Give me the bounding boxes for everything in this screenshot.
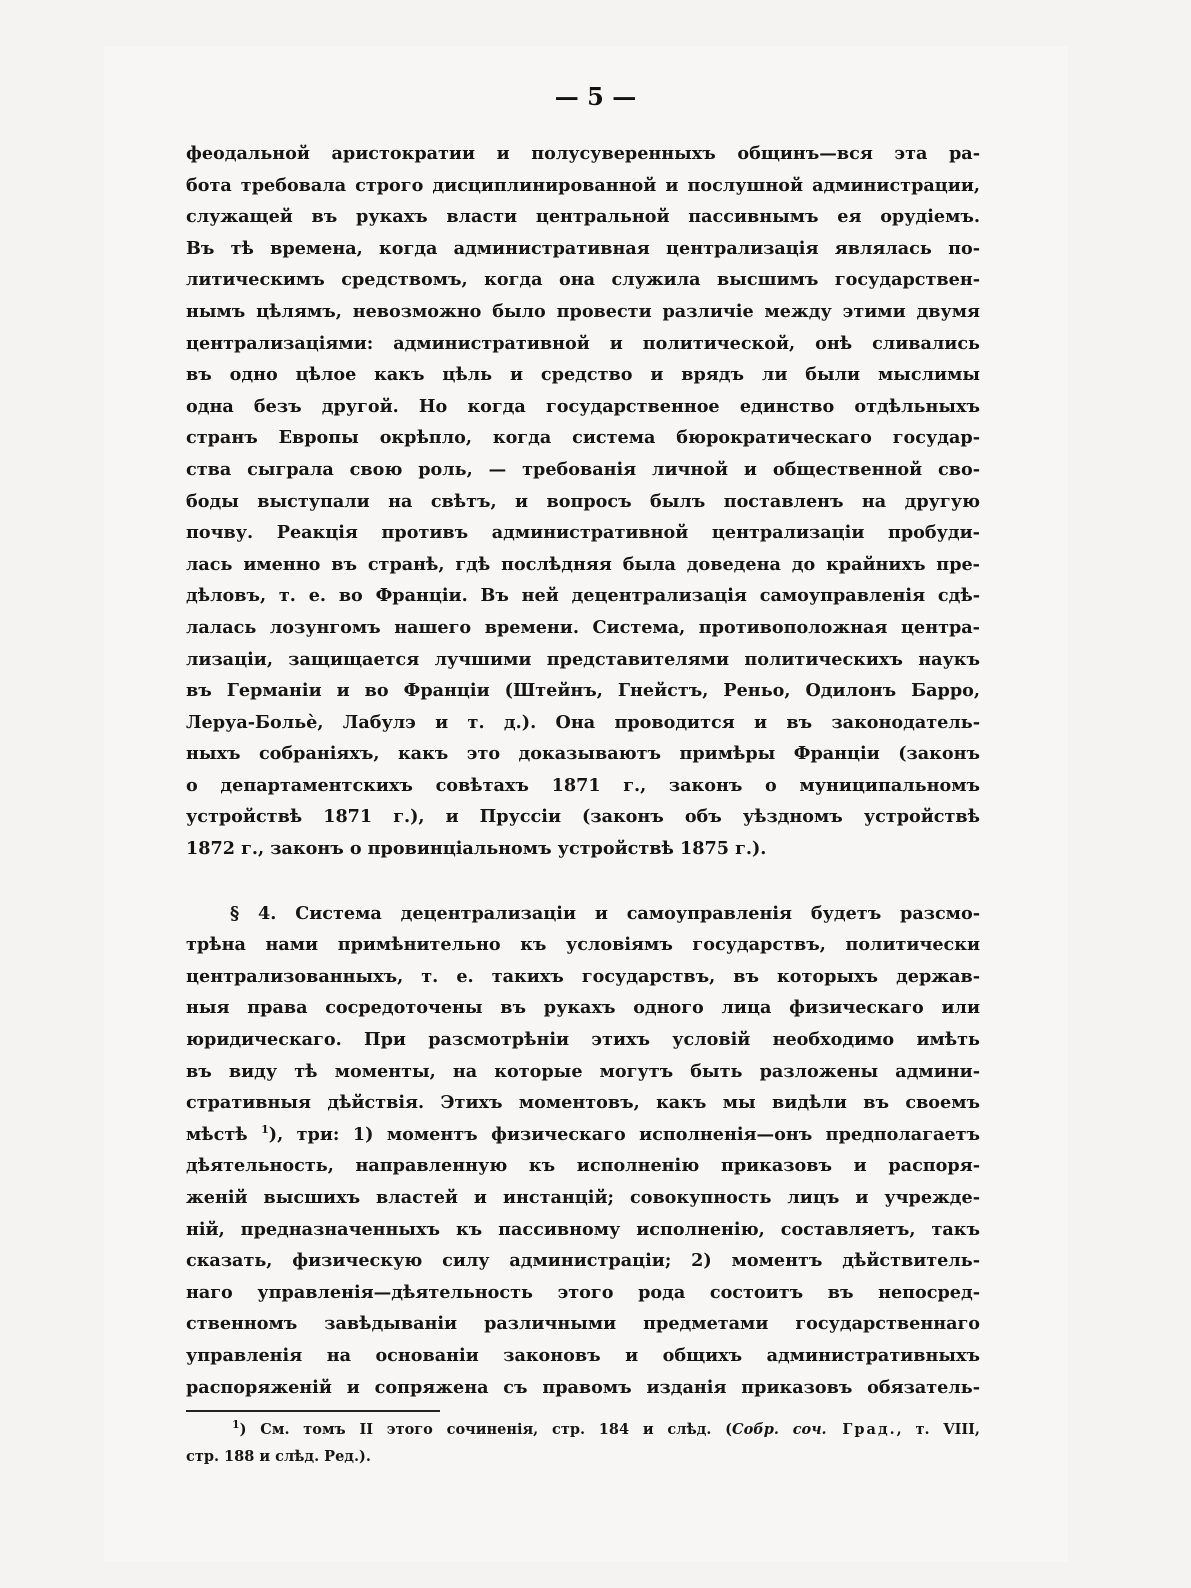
text-line: въ одно цѣлое какъ цѣль и средство и врядъ ли были мыслимы: [186, 364, 980, 386]
paragraph-1: [186, 138, 980, 865]
text-line: 1872 г., законъ о провинціальномъ устройствѣ 1875 г.).: [186, 838, 767, 860]
footnotes: [186, 1416, 980, 1470]
footnote-text: ) См. томъ II этого сочиненія, стр. 184 и слѣд. (: [239, 1421, 733, 1438]
footnote-marker: 1: [232, 1418, 240, 1432]
text-line: сказать, физическую силу администраціи; 2) моментъ дѣйствитель-: [186, 1250, 980, 1272]
text-line: трѣна нами примѣнительно къ условіямъ государствъ, политически: [186, 934, 980, 956]
text-line: устройствѣ 1871 г.), и Пруссіи (законъ объ уѣздномъ устройствѣ: [186, 806, 980, 828]
text-line: распоряженій и сопряжена съ правомъ изданія приказовъ обязатель-: [186, 1376, 980, 1398]
paragraph-gap: [186, 865, 980, 898]
footnote-line: [186, 1416, 980, 1443]
text-fragment: ), три: 1) моментъ физическаго исполненія—онъ предполагаетъ: [268, 1123, 980, 1145]
footnote-text: , т. VIII,: [896, 1421, 980, 1438]
text-line: наго управленія—дѣятельность этого рода состоитъ въ непосред-: [186, 1281, 980, 1303]
text-line: ства сыграла свою роль, — требованія личной и общественной сво-: [186, 458, 980, 480]
text-line: боды выступали на свѣтъ, и вопросъ былъ поставленъ на другую: [186, 490, 980, 512]
footnote-italic: Собр. соч.: [732, 1421, 827, 1438]
text-line: феодальной аристократии и полусуверенныхъ общинъ—вся эта ра-: [186, 143, 980, 164]
text-line: женій высшихъ властей и инстанцій; совокупность лицъ и учрежде-: [186, 1187, 980, 1208]
text-line: § 4. Система децентрализаціи и самоуправленія будетъ разсмо-: [230, 902, 980, 924]
text-line: бота требовала строго дисциплинированной и послушной администрации,: [186, 174, 980, 196]
text-line: юридическаго. При разсмотрѣніи этихъ условій необходимо имѣть: [186, 1029, 980, 1051]
text-line: почву. Реакція противъ административной централизаціи пробуди-: [186, 522, 980, 544]
text-line: Въ тѣ времена, когда административная централизація являлась по-: [186, 237, 980, 259]
text-line: лалась лозунгомъ нашего времени. Система, противоположная центра-: [186, 616, 980, 638]
text-line: служащей въ рукахъ власти центральной пассивнымъ ея орудіемъ.: [186, 206, 980, 228]
footnote-spaced: Град.: [826, 1421, 897, 1438]
text-line-with-footnote: [186, 1119, 980, 1151]
text-line: ственномъ завѣдываніи различными предметами государственнаго: [186, 1313, 980, 1335]
body-text: [186, 138, 980, 1403]
text-line: нымъ цѣлямъ, невозможно было провести различіе между этими двумя: [186, 300, 980, 322]
footnote-line: стр. 188 и слѣд. Ред.).: [186, 1448, 371, 1465]
text-line: Леруа-Больѐ, Лабулэ и т. д.). Она проводится и въ законодатель-: [186, 711, 980, 733]
text-line: о департаментскихъ совѣтахъ 1871 г., законъ о муниципальномъ: [186, 774, 980, 796]
page-number: — 5 —: [554, 82, 637, 111]
text-line: стративныя дѣйствія. Этихъ моментовъ, какъ мы видѣли въ своемъ: [186, 1092, 980, 1114]
text-line: дѣятельность, направленную къ исполненію приказовъ и распоря-: [186, 1155, 980, 1177]
footnote-reference[interactable]: 1: [261, 1122, 269, 1136]
footnote-divider: [186, 1410, 440, 1412]
text-line: управленія на основаніи законовъ и общихъ административныхъ: [186, 1344, 980, 1366]
text-line: лизаціи, защищается лучшими представителями политическихъ наукъ: [186, 648, 980, 670]
text-line: въ виду тѣ моменты, на которые могутъ быть разложены админи-: [186, 1060, 980, 1082]
text-line: литическимъ средствомъ, когда она служила высшимъ государствен-: [186, 269, 980, 291]
text-line: дѣловъ, т. е. во Франціи. Въ ней децентрализація самоуправленія сдѣ-: [186, 585, 980, 607]
text-line: въ Германіи и во Франціи (Штейнъ, Гнейстъ, Реньо, Одилонъ Барро,: [186, 680, 980, 702]
text-line: странъ Европы окрѣпло, когда система бюрократическаго государ-: [186, 427, 980, 449]
text-line: ныхъ собраніяхъ, какъ это доказываютъ примѣры Франціи (законъ: [186, 743, 980, 765]
paragraph-2: [186, 898, 980, 1404]
text-line: ній, предназначенныхъ къ пассивному исполненію, составляетъ, такъ: [186, 1218, 980, 1240]
text-line: лась именно въ странѣ, гдѣ послѣдняя была доведена до крайнихъ пре-: [186, 553, 980, 575]
text-line: одна безъ другой. Но когда государственное единство отдѣльныхъ: [186, 395, 980, 417]
text-fragment: мѣстѣ: [186, 1123, 248, 1145]
text-line: ныя права сосредоточены въ рукахъ одного лица физическаго или: [186, 997, 980, 1019]
text-line: централизаціями: административной и политической, онѣ сливались: [186, 332, 980, 354]
text-line: централизованныхъ, т. е. такихъ государствъ, въ которыхъ держав-: [186, 965, 980, 987]
